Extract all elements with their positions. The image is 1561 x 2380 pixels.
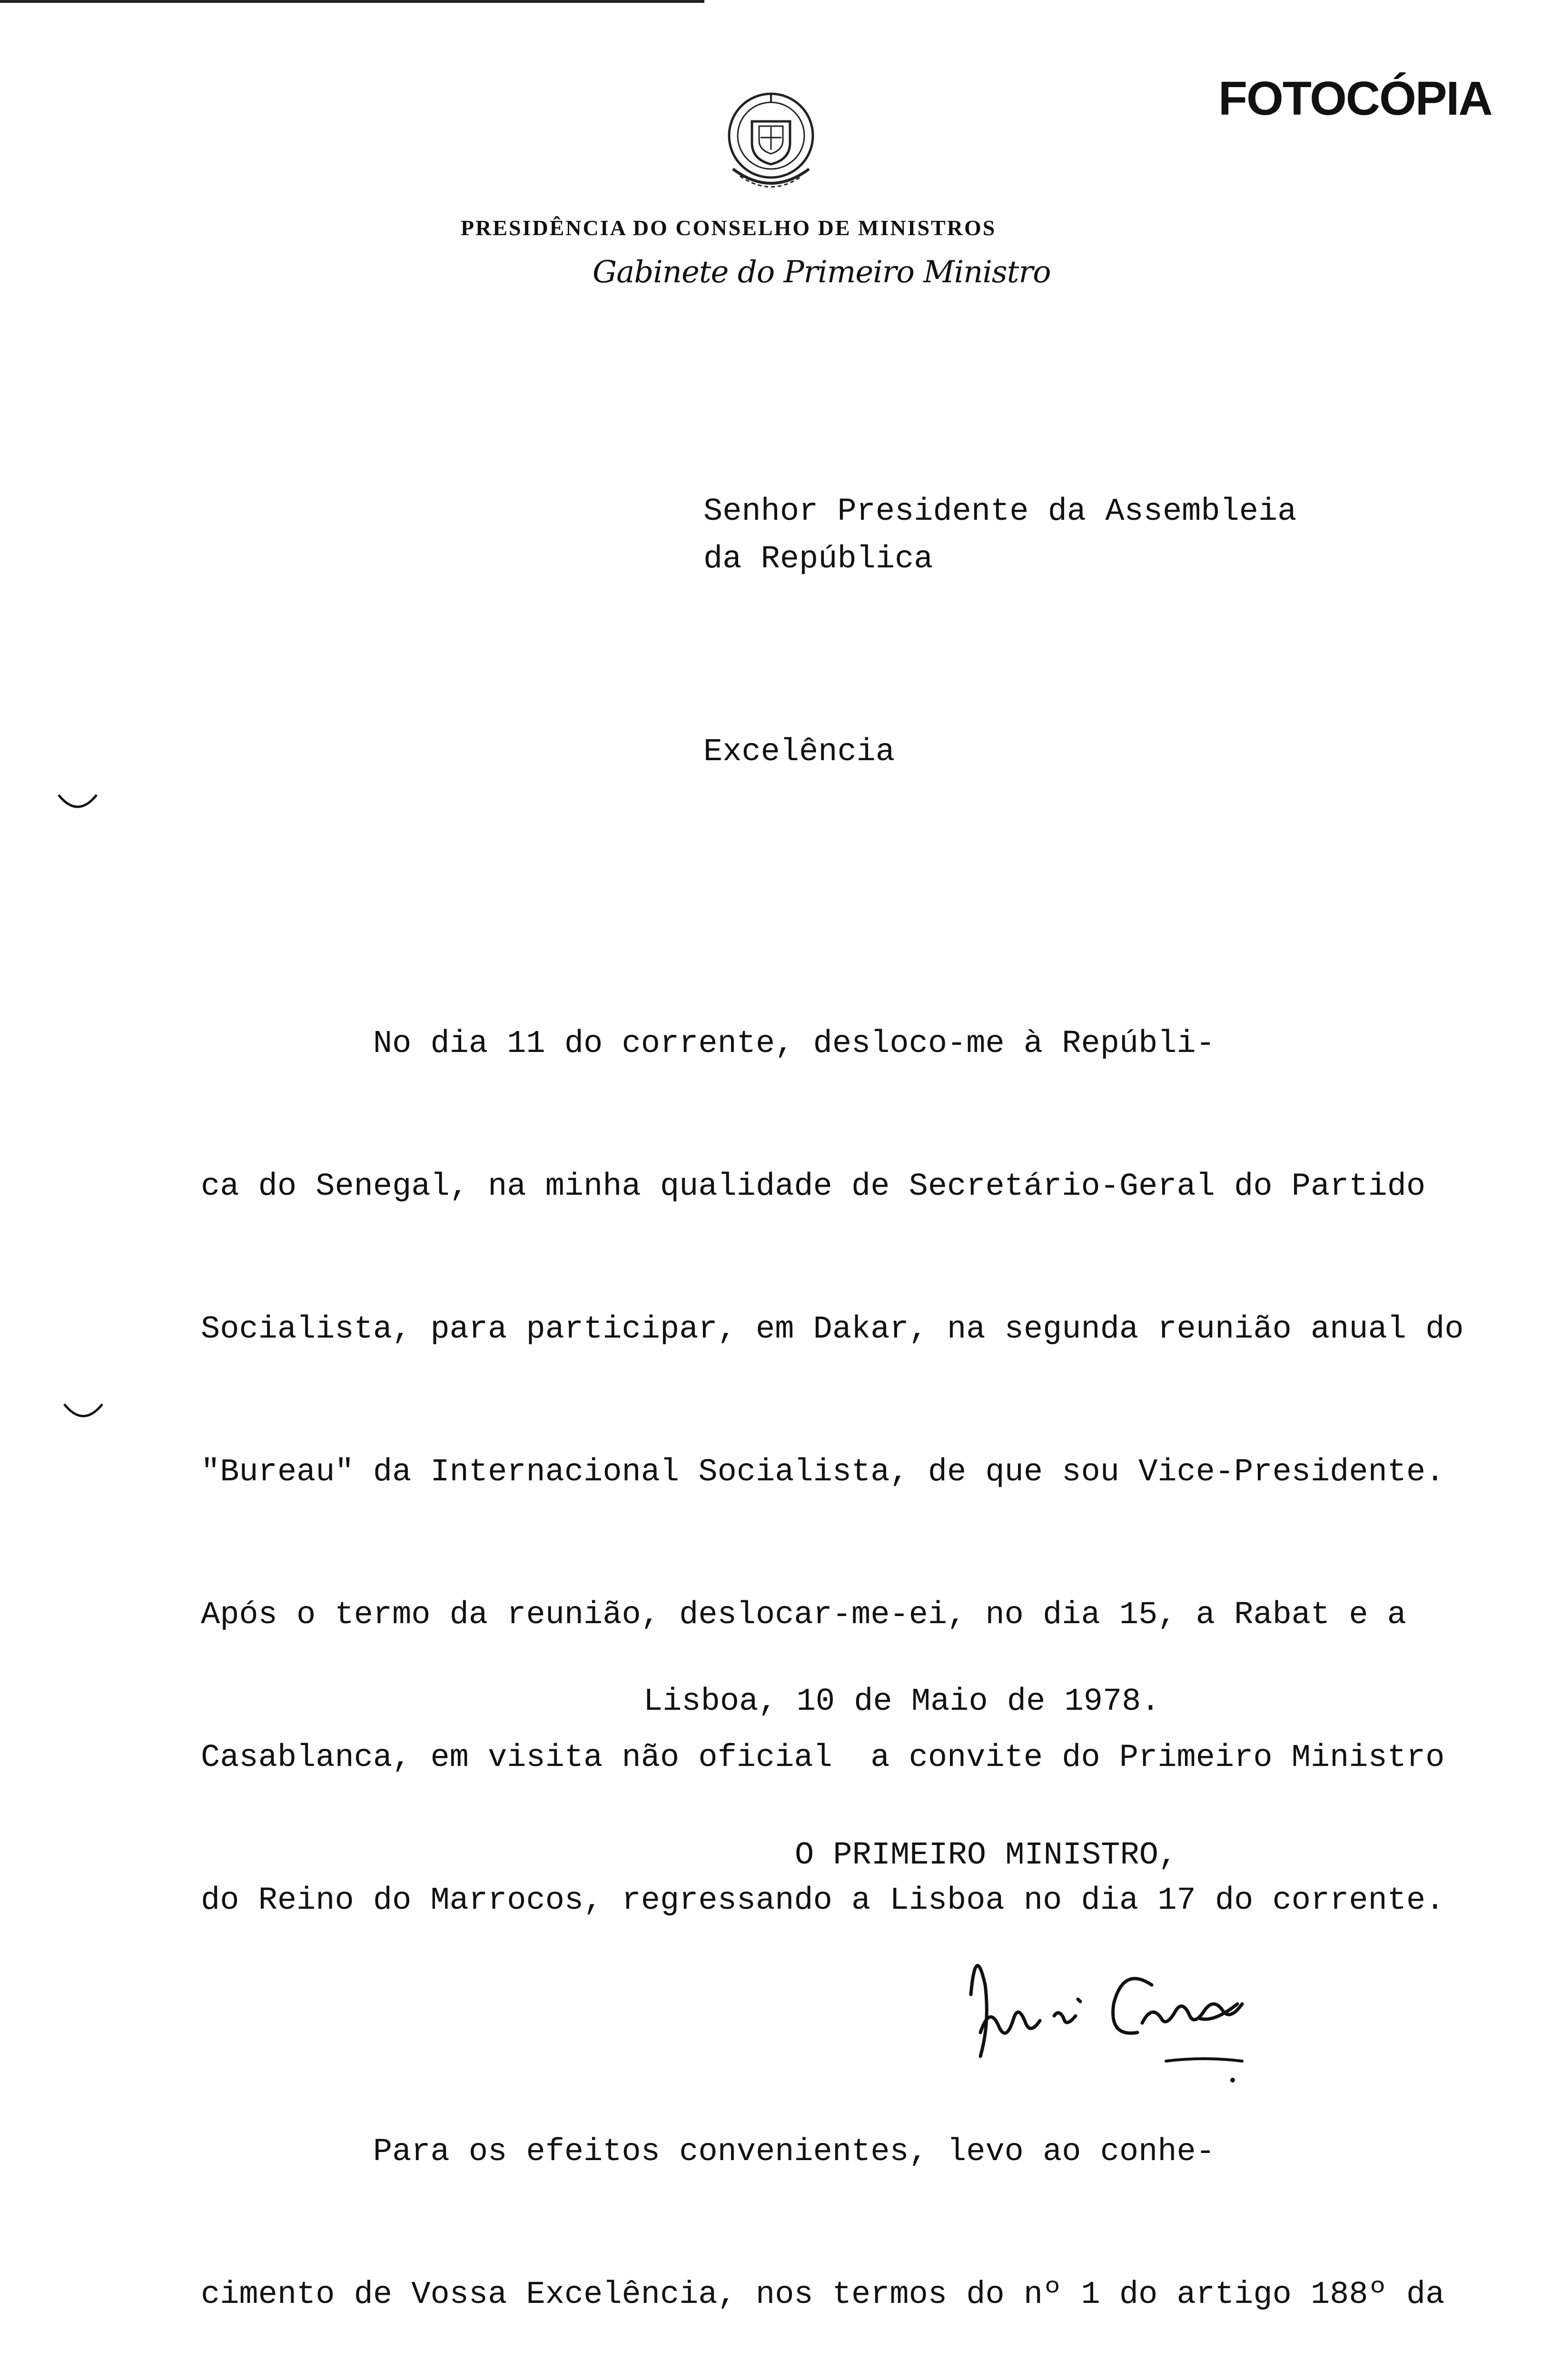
body-line: Casablanca, em visita não oficial a convite do Primeiro Ministro [201, 1740, 1445, 1776]
body-line: Para os efeitos convenientes, levo ao conhe- [201, 2134, 1215, 2170]
recipient-address [703, 488, 1296, 583]
body-line: Após o termo da reunião, deslocar-me-ei, no dia 15, a Rabat e a [201, 1597, 1407, 1633]
body-line: No dia 11 do corrente, desloco-me à Repúbli- [201, 1026, 1215, 1062]
handwritten-signature [952, 1923, 1294, 2104]
body-line: ca do Senegal, na minha qualidade de Secretário-Geral do Partido [201, 1169, 1426, 1205]
body-line: Socialista, para participar, em Dakar, na segunda reunião anual do [201, 1311, 1464, 1348]
salutation: Excelência [703, 734, 895, 770]
body-line: "Bureau" da Internacional Socialista, de que sou Vice-Presidente. [201, 1454, 1445, 1490]
punch-hole-mark [56, 790, 99, 814]
body-line: cimento de Vossa Excelência, nos termos do nº 1 do artigo 188º da [201, 2277, 1445, 2313]
punch-hole-mark [62, 1399, 105, 1423]
coat-of-arms-icon [714, 88, 828, 207]
body-line: do Reino do Marrocos, regressando a Lisboa no dia 17 do corrente. [201, 1883, 1445, 1919]
signatory-title: O PRIMEIRO MINISTRO, [795, 1837, 1178, 1874]
letterhead-office: PRESIDÊNCIA DO CONSELHO DE MINISTROS [461, 216, 997, 240]
letter-body [201, 925, 1495, 2380]
recipient-line: da República [703, 541, 933, 577]
paragraph [201, 2033, 1495, 2380]
letterhead-cabinet: Gabinete do Primeiro Ministro [593, 255, 1051, 290]
top-edge-line [0, 0, 704, 3]
letter-date: Lisboa, 10 de Maio de 1978. [643, 1684, 1160, 1720]
photocopy-stamp: FOTOCÓPIA [1218, 72, 1492, 125]
recipient-line: Senhor Presidente da Assembleia [703, 494, 1297, 530]
